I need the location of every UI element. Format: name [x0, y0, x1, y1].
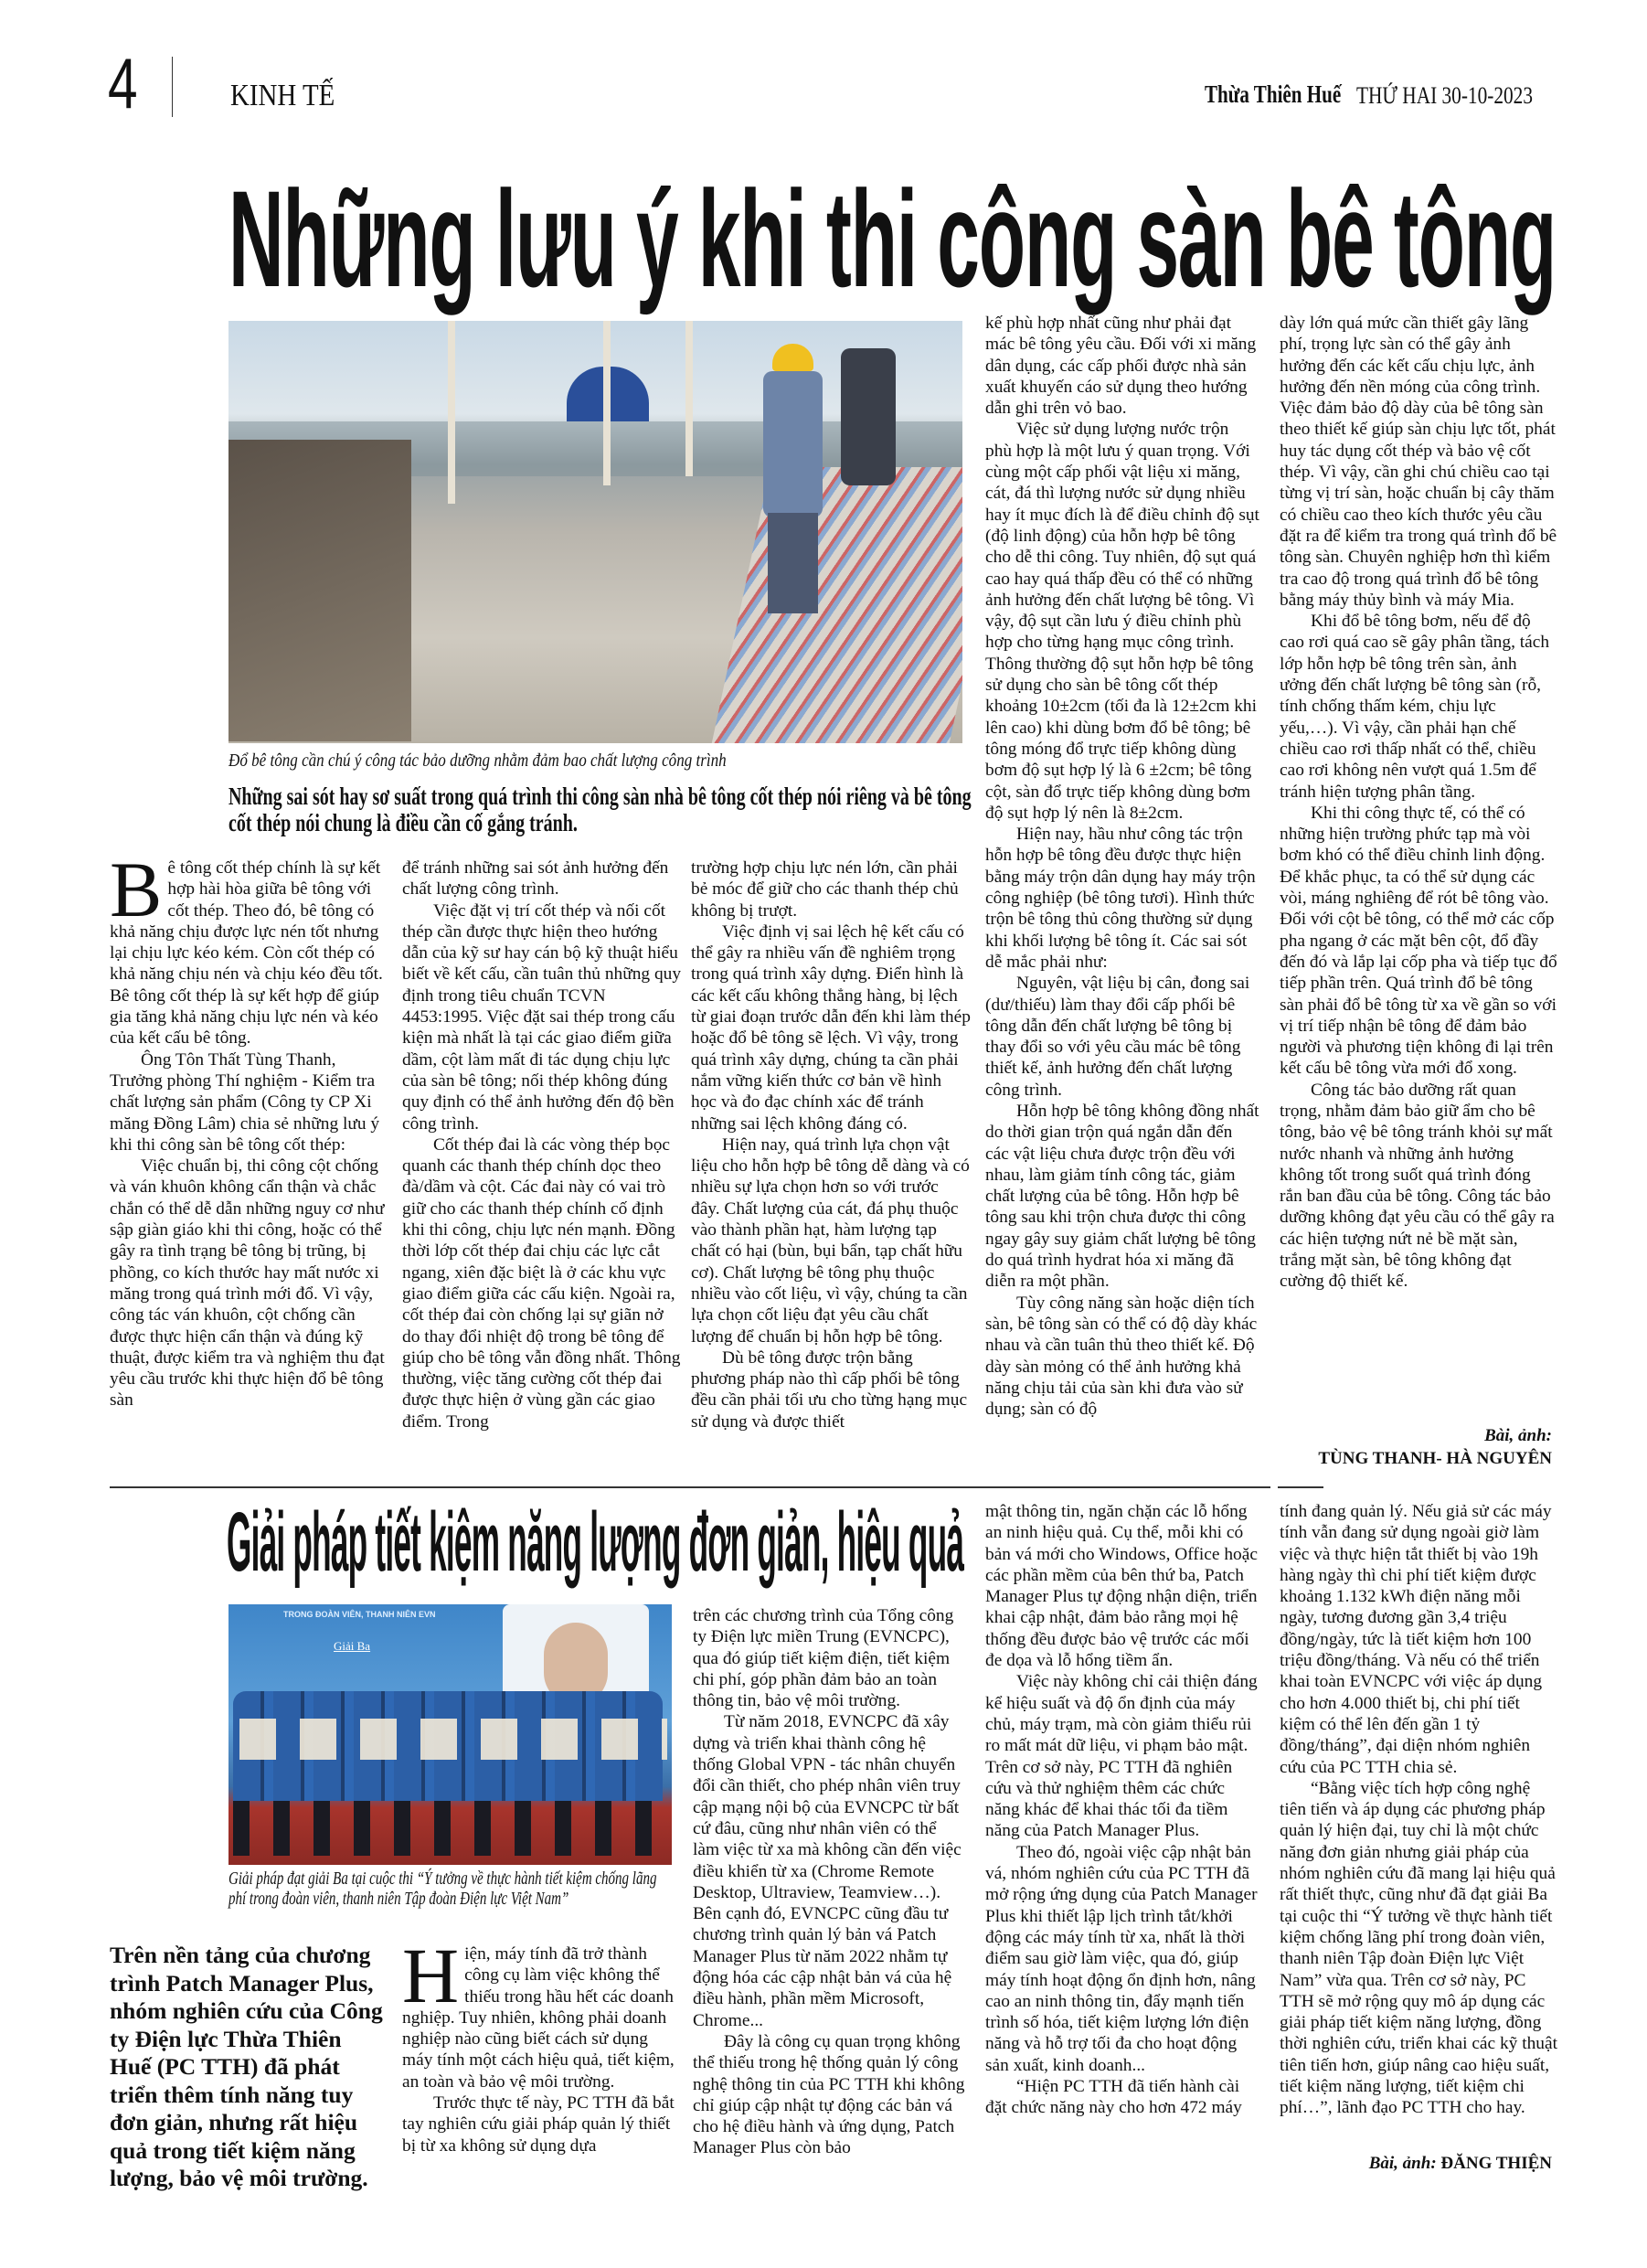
article-1-column-2: [402, 857, 682, 1432]
paragraph: Nguyên, vật liệu bị cân, đong sai (dư/thiếu) làm thay đổi cấp phối bê tông dẫn đến chất lượng bê tông bị thay đổi so với yêu cầu mác bê tông thiết kế, ảnh hưởng đến chất lượng công trình.: [985, 974, 1250, 1100]
award-text: Giải Ba: [334, 1639, 371, 1653]
header-divider: [172, 57, 173, 117]
paragraph: iện, máy tính đã trở thành công cụ làm việc không thể thiếu trong hầu hết các doanh nghiệp. Tuy nhiên, không phải doanh nghiệp nào cũng biết cách sử dụng máy tính một cách hiệu quả, tiết kiệm, an toàn và bảo vệ môi trường.: [402, 1944, 675, 2092]
paragraph: Việc đặt vị trí cốt thép và nối cốt thép cần được thực hiện theo hướng dẫn của kỹ sư hay cán bộ kỹ thuật hiểu biết về kết cấu, cần tuân thủ những quy định trong tiêu chuẩn TCVN 4453:1995. Việc đặt sai thép trong cấu kiện mà nhất là tại các giao điểm giữa dầm, cột làm mất đi tác dụng chịu lực của sàn bê tông; nối thép không đúng quy định có thể ảnh hưởng đến độ bền công trình.: [402, 900, 682, 1134]
paragraph: Theo đó, ngoài việc cập nhật bản vá, nhóm nghiên cứu của PC TTH đã mở rộng ứng dụng của Patch Manager Plus khi thiết lập lịch trình tắt/khởi động các máy tính từ xa, nhất là thời điểm sau giờ làm việc, qua đó, giúp máy tính hoạt động ổn định hơn, nâng cao an ninh thông tin, đẩy mạnh tiến trình số hóa, tiết kiệm lượng lớn điện năng và hỗ trợ tối đa cho hoạt động sản xuất, kinh doanh...: [985, 1842, 1258, 2075]
paragraph: Khi đổ bê tông bơm, nếu để độ cao rơi quá cao sẽ gây phân tầng, tách lớp hỗn hợp bê tông trên sàn, ảnh ưởng đến chất lượng bê tông sàn (rỗ, tính chống thấm kém, chịu lực yếu,…). Vì vậy, cần phải hạn chế chiều cao rơi thấp nhất có thể, chiều cao rơi không nên vượt quá 1.5m để tránh hiện tượng phân tầng.: [1280, 612, 1550, 802]
article-2-byline: [1280, 2152, 1552, 2175]
paragraph: Việc định vị sai lệch hệ kết cấu có thể gây ra nhiều vấn đề nghiêm trọng trong quá trình xây dựng. Điển hình là các kết cấu không thẳng hàng, bị lệch từ giai đoạn trước dẫn đến khi làm thép hoặc đổ bê tông sẽ lệch. Vì vậy, trong quá trình xây dựng, chúng ta cần phải nắm vững kiến thức cơ bản về hình học và đo đạc chính xác để tránh những sai lệch không đáng có.: [691, 921, 971, 1134]
article-1-lede: Những sai sót hay sơ suất trong quá trình thi công sàn nhà bê tông cốt thép nói riêng và bê tông cốt thép nói chung là điều cần cố gắng tránh.: [228, 783, 972, 836]
paragraph: “Bằng việc tích hợp công nghệ tiên tiến và áp dụng các phương pháp quản lý hiện đại, tuy chỉ là một chức năng đơn giản nhưng giải pháp của nhóm nghiên cứu đã mang lại hiệu quả rất thiết thực, cũng như đã đạt giải Ba tại cuộc thi “Ý tưởng về thực hành tiết kiệm chống lãng phí trong đoàn viên, thanh niên Tập đoàn Điện lực Việt Nam” vừa qua. Trên cơ sở này, PC TTH sẽ mở rộng quy mô áp dụng các giải pháp tiết kiệm năng lượng, đồng thời nghiên cứu, triển khai các kỹ thuật tiên tiến hơn, giúp nâng cao hiệu suất, tiết kiệm năng lượng, tiết kiệm chi phí…”, lãnh đạo PC TTH cho hay.: [1280, 1778, 1557, 2118]
byline-label: Bài, ảnh:: [1484, 1426, 1552, 1445]
paragraph: tính đang quản lý. Nếu giả sử các máy tính vẫn đang sử dụng ngoài giờ làm việc và thực hiện tắt thiết bị vào 19h hàng ngày thì chi phí tiết kiệm được khoảng 1.132 kWh điện năng mỗi ngày, tương đương gần 3,4 triệu đồng/ngày, tức là tiết kiệm hơn 100 triệu đồng/tháng. Và nếu có thể triển khai toàn EVNCPC với việc áp dụng cho hơn 4.000 thiết bị, chi phí tiết kiệm có thể lên đến gần 1 tỷ đồng/tháng”, đại diện nhóm nghiên cứu của PC TTH chia sẻ.: [1280, 1502, 1552, 1777]
paragraph: Cốt thép đai là các vòng thép bọc quanh các thanh thép chính dọc theo đà/dầm và cột. Các đai này có vai trò giữ cho các thanh thép chính cố định khi thi công, chịu lực nén mạnh. Đồng thời lớp cốt thép đai chịu các lực cắt ngang, xiên đặc biệt là ở các khu vực giao điểm giữa các cấu kiện. Ngoài ra, cốt thép đai còn chống lại sự giãn nở do thay đổi nhiệt độ trong bê tông để giúp cho bê tông vẫn đồng nhất. Thông thường, việc tăng cường cốt thép đai được thực hiện ở vùng gần các giao điểm. Trong: [402, 1134, 681, 1432]
byline-rule: [1278, 1486, 1323, 1488]
paragraph: Việc sử dụng lượng nước trộn phù hợp là một lưu ý quan trọng. Với cùng một cấp phối vật liệu xi măng, cát, đá thì lượng nước sử dụng nhiều hay ít mục đích là để điều chỉnh độ sụt (độ linh động) của hỗn hợp bê tông cho dễ thi công. Tuy nhiên, độ sụt quá cao hay quá thấp đều có thể có những ảnh hưởng đến chất lượng bê tông. Vì vậy, độ sụt cần lưu ý điều chỉnh phù hợp cho từng hạng mục công trình. Thông thường độ sụt hỗn hợp bê tông sử dụng cho sàn bê tông cốt thép khoảng 10±2cm (tối đa là 12±2cm khi lên cao) khi dùng bơm đổ bê tông; bê tông móng đổ trực tiếp không dùng bơm độ sụt hợp lý là 6 ±2cm; bê tông cột, sàn đổ trực tiếp không dùng bơm độ sụt hợp lý nên là 8±2cm.: [985, 420, 1259, 823]
paragraph: Tùy công năng sàn hoặc diện tích sàn, bê tông sàn có thể có độ dày khác nhau và cần tuân thủ theo thiết kế. Độ dày sàn mỏng có thể ảnh hưởng khả năng chịu tải của sàn khi đưa vào sử dụng; sàn có độ: [985, 1293, 1258, 1420]
paragraph: trên các chương trình của Tổng công ty Điện lực miền Trung (EVNCPC), qua đó giúp tiết kiệm điện, tiết kiệm chi phí, góp phần đảm bảo an toàn thông tin, bảo vệ môi trường.: [693, 1606, 954, 1711]
article-1-column-3: [691, 857, 971, 1432]
paragraph: để tránh những sai sót ảnh hưởng đến chất lượng công trình.: [402, 858, 669, 900]
paragraph: mật thông tin, ngăn chặn các lỗ hổng an ninh hiệu quả. Cụ thể, mỗi khi có bản vá mới cho Windows, Office hoặc các phần mềm của bên thứ ba, Patch Manager Plus tự động nhận diện, triển khai cập nhật, đảm bảo rằng mọi hệ thống đều được bảo vệ trước các mối đe dọa và lỗ hổng tiềm ẩn.: [985, 1502, 1258, 1671]
article-1-byline: [1280, 1424, 1552, 1470]
paragraph: Việc chuẩn bị, thi công cột chống và ván khuôn không cẩn thận và chắc chắn có thể dễ dẫn những nguy cơ như sập giàn giáo khi thi công, hoặc có thể gây ra tình trạng bê tông bị trũng, bị phồng, co kích thước hay mất nước xi măng trong quá trình mới đổ. Vì vậy, công tác ván khuôn, cột chống cần được thực hiện cẩn thận và đúng kỹ thuật, được kiểm tra và nghiệm thu đạt yêu cầu trước khi thực hiện đổ bê tông sàn: [110, 1156, 385, 1411]
article-1-column-1: [110, 846, 389, 1411]
page-number: 4: [108, 43, 138, 123]
paragraph: Hiện nay, hầu như công tác trộn hỗn hợp bê tông đều được thực hiện bằng máy trộn dân dụng hay máy trộn công nghiệp (bê tông tươi). Hình thức trộn bê tông thủ công thường sử dụng khi khối lượng bê tông ít. Các sai sót dễ mắc phải như:: [985, 825, 1256, 972]
article-1-photo: [228, 321, 962, 743]
paragraph: Việc này không chỉ cải thiện đáng kể hiệu suất và độ ổn định của máy chủ, máy trạm, mà còn giảm thiểu rủi ro mất mát dữ liệu, vi phạm bảo mật. Trên cơ sở này, PC TTH đã nghiên cứu và thử nghiệm thêm các chức năng khác để khai thác tối đa tiềm năng của Patch Manager Plus.: [985, 1672, 1258, 1841]
article-1-headline: Những lưu ý khi thi công sàn bê tông: [228, 162, 1557, 315]
article-2-column-4: [1280, 1501, 1557, 2119]
article-2-column-3: [985, 1501, 1259, 2119]
paragraph: dày lớn quá mức cần thiết gây lãng phí, trọng lực sàn có thể gây ảnh hưởng đến các kết cấu chịu lực, ảnh hưởng đến nền móng của công trình. Việc đảm bảo độ dày của bê tông sàn theo thiết kế giúp sàn chịu lực tốt, phát huy tác dụng cốt thép và bảo vệ cốt thép. Vì vậy, cần ghi chú chiều cao tại từng vị trí sàn, hoặc chuẩn bị cây thăm có chiều cao theo kích thước yêu cầu đặt ra để kiểm tra trong quá trình đổ bê tông sàn. Chuyên nghiệp hơn thì kiểm tra cao độ trong quá trình đổ bê tông bằng máy thủy bình và máy Mia.: [1280, 314, 1557, 610]
paragraph: Công tác bảo dưỡng rất quan trọng, nhằm đảm bảo giữ ẩm cho bê tông, bảo vệ bê tông tránh khỏi sự mất nước nhanh và những ảnh hưởng không tốt trong suốt quá trình đóng rắn ban đầu của bê tông. Công tác bảo dưỡng không đạt yêu cầu có thể gây ra các hiện tượng nứt nẻ bề mặt sàn, trắng mặt sàn, bê tông không đạt cường độ thiết kế.: [1280, 1080, 1555, 1292]
backdrop-text: TRONG ĐOÀN VIÊN, THANH NIÊN EVN: [283, 1610, 436, 1619]
paragraph: kế phù hợp nhất cũng như phải đạt mác bê tông yêu cầu. Đối với xi măng dân dụng, các cấp phối được nhà sản xuất khuyến cáo sử dụng theo hướng dẫn ghi trên vỏ bao.: [985, 314, 1257, 419]
paragraph: “Hiện PC TTH đã tiến hành cài đặt chức năng này cho hơn 472 máy: [985, 2077, 1242, 2118]
paragraph: Hiện nay, quá trình lựa chọn vật liệu cho hỗn hợp bê tông dễ dàng và có nhiều sự lựa chọn hơn so với trước đây. Chất lượng của cát, đá phụ thuộc vào thành phần hạt, hàm lượng tạp chất có hại (bùn, bụi bẩn, tạp chất hữu cơ). Chất lượng bê tông phụ thuộc nhiều vào cốt liệu, vì vậy, chúng ta cần lựa chọn cốt liệu đạt yêu cầu chất lượng để chuẩn bị hỗn hợp bê tông.: [691, 1134, 970, 1347]
paragraph: Khi thi công thực tế, có thể có những hiện trường phức tạp mà vòi bơm khó có thể điều chỉnh linh động. Để khắc phục, ta có thể sử dụng các vòi, máng nghiêng để rót bê tông vào. Đối với cột bê tông, có thể mở các cốp pha ngang ở các mặt bên cột, đổ đầy đến đó và lắp lại cốp pha và tiếp tục đổ tiếp phần trên. Quá trình đổ bê tông sàn phải đổ bê tông từ xa về gần so với vị trí tiếp nhận bê tông để đảm bảo người và phương tiện không đi lại trên kết cấu bê tông vừa mới đổ xong.: [1280, 803, 1557, 1079]
article-divider: [110, 1486, 1270, 1488]
issue-date: THỨ HAI 30-10-2023: [1356, 82, 1533, 109]
paragraph: Hỗn hợp bê tông không đồng nhất do thời gian trộn quá ngắn dẫn đến các vật liệu chưa được trộn đều với nhau, làm giảm tính công tác, giảm chất lượng của bê tông. Hỗn hợp bê tông sau khi trộn chưa được thi công ngay gây suy giảm chất lượng bê tông do quá trình hydrat hóa xi măng đã diễn ra một phần.: [985, 1101, 1259, 1292]
paragraph: Từ năm 2018, EVNCPC đã xây dựng và triển khai thành công hệ thống Global VPN - tác nhân chuyển đổi cần thiết, cho phép nhân viên truy cập mạng nội bộ của EVNCPC từ bất cứ đâu, cũng như nhân viên có thể làm việc từ xa mà không cần đến việc điều khiển từ xa (Chrome Remote Desktop, Ultraview, Teamview…). Bên cạnh đó, EVNCPC cũng đầu tư chương trình quản lý bản vá Patch Manager Plus từ năm 2022 nhằm tự động hóa các cập nhật bản vá của hệ điều hành, phần mềm Microsoft, Chrome...: [693, 1712, 962, 2030]
drop-cap: B: [110, 846, 163, 933]
paragraph: Trước thực tế này, PC TTH đã bắt tay nghiên cứu giải pháp quản lý thiết bị từ xa không sử dụng dựa: [402, 2093, 675, 2156]
article-2-column-2: [693, 1605, 967, 2159]
byline-label: Bài, ảnh:: [1368, 2154, 1437, 2173]
newspaper-name: Thừa Thiên Huế: [1205, 80, 1342, 108]
byline-authors: TÙNG THANH- HÀ NGUYÊN: [1318, 1449, 1552, 1468]
paragraph: Dù bê tông được trộn bằng phương pháp nào thì cấp phối bê tông đều cần phải tối ưu cho từng hạng mục sử dụng và được thiết: [691, 1347, 968, 1432]
paragraph: Đây là công cụ quan trọng không thể thiếu trong hệ thống quản lý công nghệ thông tin của PC TTH khi không chỉ giúp cập nhật tự động các bản vá cho hệ điều hành và ứng dụng, Patch Manager Plus còn bảo: [693, 2031, 965, 2158]
paragraph: ê tông cốt thép chính là sự kết hợp hài hòa giữa bê tông với cốt thép. Theo đó, bê tông có khả năng chịu được lực nén tốt nhưng lại chịu lực kéo kém. Còn cốt thép có khả năng chịu nén và chịu kéo đều tốt. Bê tông cốt thép là sự kết hợp để giúp gia tăng khả năng chịu lực nén và kéo của kết cấu bê tông.: [110, 858, 383, 1049]
article-2-photo: [228, 1604, 672, 1865]
article-1-column-4: [985, 313, 1259, 1420]
article-2-column-1: [402, 1932, 676, 2156]
drop-cap: H: [402, 1932, 460, 2019]
article-2-photo-caption: Giải pháp đạt giải Ba tại cuộc thi “Ý tưởng về thực hành tiết kiệm chống lãng phí trong đoàn viên, thanh niên Tập đoàn Điện lực Việt Nam”: [228, 1869, 657, 1909]
article-1-column-5: [1280, 313, 1557, 1293]
article-2-headline: Giải pháp tiết kiệm năng lượng đơn giản, hiệu quả: [227, 1496, 964, 1589]
article-2-lede: Trên nền tảng của chương trình Patch Manager Plus, nhóm nghiên cứu của Công ty Điện lực Thừa Thiên Huế (PC TTH) đã phát triển thêm tính năng tuy đơn giản, nhưng rất hiệu quả trong tiết kiệm năng lượng, bảo vệ môi trường.: [110, 1942, 383, 2191]
byline-authors: ĐĂNG THIỆN: [1440, 2154, 1552, 2173]
section-label: KINH TẾ: [230, 79, 335, 112]
paragraph: Ông Tôn Thất Tùng Thanh, Trưởng phòng Thí nghiệm - Kiểm tra chất lượng sản phẩm (Công ty CP Xi măng Đồng Lâm) chia sẻ những lưu ý khi thi công sàn bê tông cốt thép:: [110, 1049, 380, 1155]
article-1-photo-caption: Đổ bê tông cần chú ý công tác bảo dưỡng nhằm đảm bao chất lượng công trình: [228, 751, 727, 771]
paragraph: trường hợp chịu lực nén lớn, cần phải bẻ móc để giữ cho các thanh thép chủ không bị trượt.: [691, 858, 959, 921]
